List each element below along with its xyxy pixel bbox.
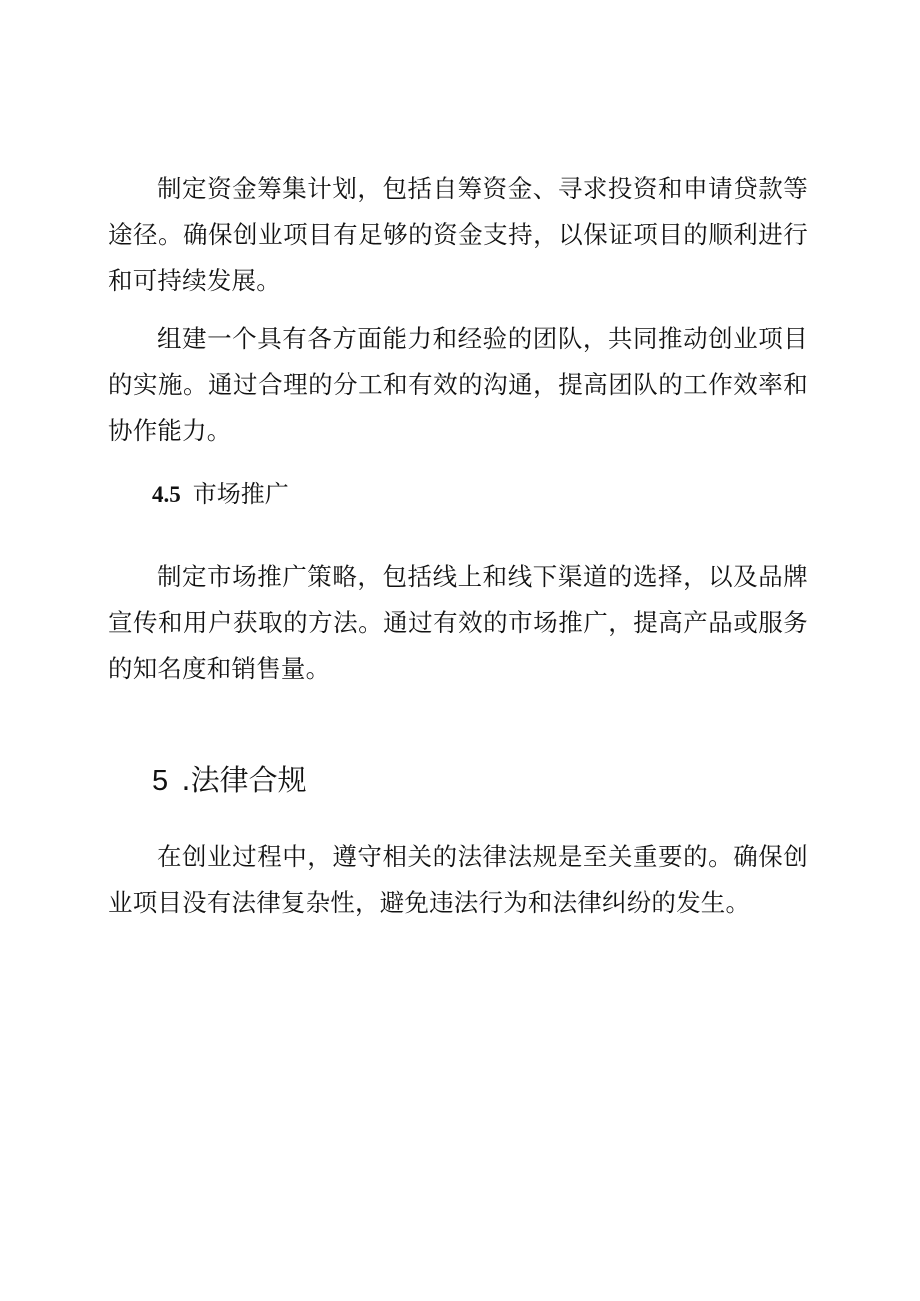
section-title: .法律合规	[181, 763, 307, 797]
section-number: 5	[152, 765, 169, 797]
section-heading-4-5	[152, 474, 289, 515]
section-number: 4.5	[152, 482, 181, 507]
paragraph-marketing: 制定市场推广策略，包括线上和线下渠道的选择，以及品牌宣传和用户获取的方法。通过有效的市场推广，提高产品或服务的知名度和销售量。	[108, 562, 808, 683]
paragraph-funding-plan: 制定资金筹集计划，包括自筹资金、寻求投资和申请贷款等途径。确保创业项目有足够的资金支持，以保证项目的顺利进行和可持续发展。	[108, 174, 808, 295]
section-heading-5	[152, 756, 307, 805]
paragraph-legal-compliance: 在创业过程中，遵守相关的法律法规是至关重要的。确保创业项目没有法律复杂性，避免违法行为和法律纠纷的发生。	[108, 842, 808, 917]
section-title: 市场推广	[192, 480, 289, 508]
paragraph-team-building: 组建一个具有各方面能力和经验的团队，共同推动创业项目的实施。通过合理的分工和有效的沟通，提高团队的工作效率和协作能力。	[108, 324, 808, 445]
